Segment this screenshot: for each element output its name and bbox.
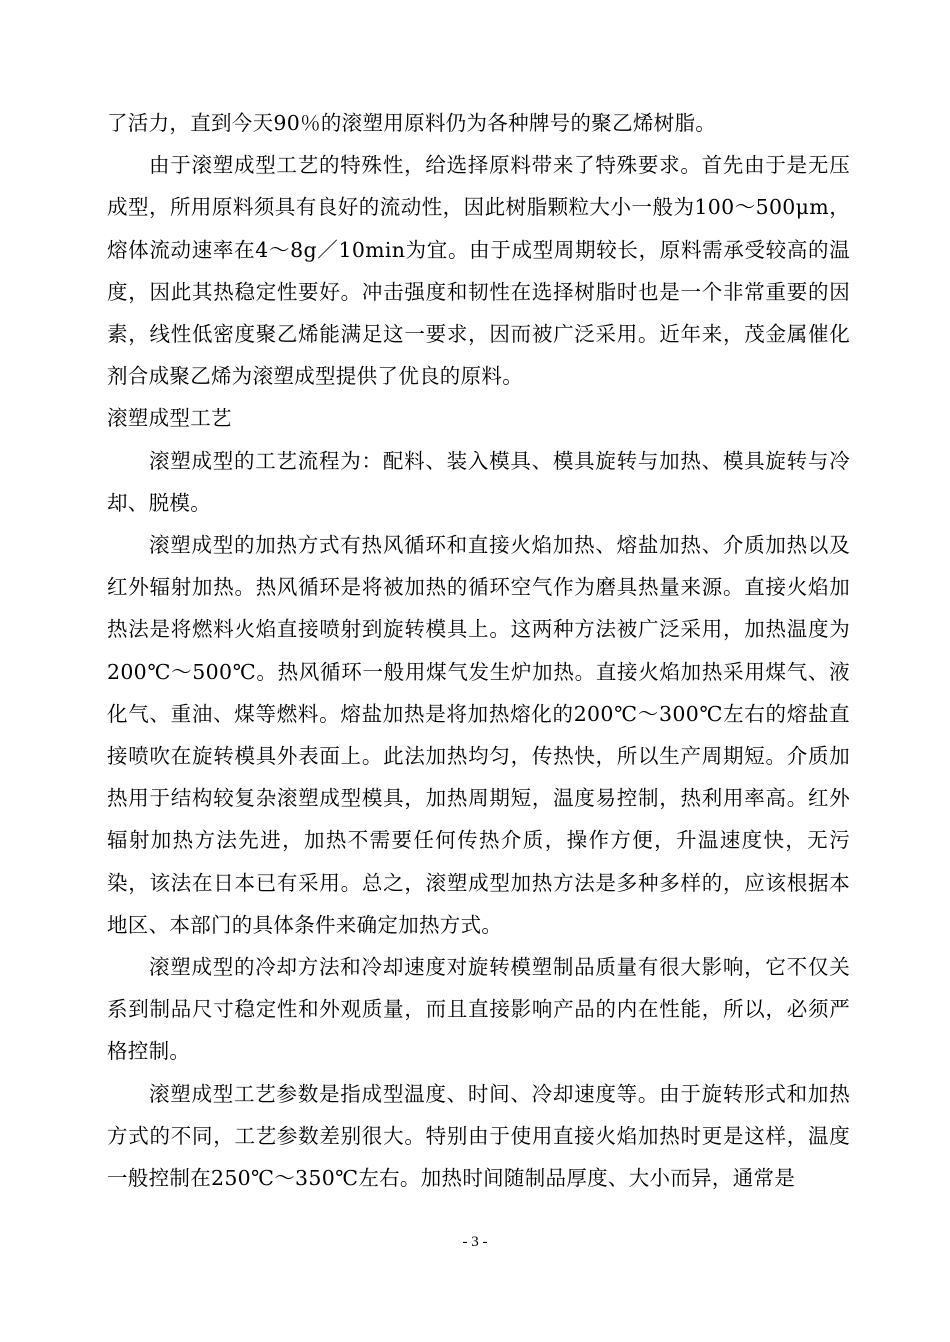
document-body (107, 102, 850, 1199)
paragraph-cooling-methods: 滚塑成型的冷却方法和冷却速度对旋转模塑制品质量有很大影响，它不仅关系到制品尺寸稳定性和外观质量，而且直接影响产品的内在性能，所以，必须严格控制。 (107, 955, 850, 1064)
paragraph-heating-methods: 滚塑成型的加热方式有热风循环和直接火焰加热、熔盐加热、介质加热以及红外辐射加热。热风循环是将被加热的循环空气作为磨具热量来源。直接火焰加热法是将燃料火焰直接喷射到旋转模具上。这两种方法被广泛采用，加热温度为200℃～500℃。热风循环一般用煤气发生炉加热。直接火焰加热采用煤气、液化气、重油、煤等燃料。熔盐加热是将加热熔化的200℃～300℃左右的熔盐直接喷吹在旋转模具外表面上。此法加热均匀，传热快，所以生产周期短。介质加热用于结构较复杂滚塑成型模具，加热周期短，温度易控制，热利用率高。红外辐射加热方法先进，加热不需要任何传热介质，操作方便，升温速度快，无污染，该法在日本已有采用。总之，滚塑成型加热方法是多种多样的，应该根据本地区、本部门的具体条件来确定加热方式。 (107, 533, 850, 937)
paragraph-continuation: 了活力，直到今天90％的滚塑用原料仍为各种牌号的聚乙烯树脂。 (107, 111, 717, 135)
paragraph-process-flow: 滚塑成型的工艺流程为：配料、装入模具、模具旋转与加热、模具旋转与冷却、脱模。 (107, 448, 850, 515)
page-number: - 3 - (462, 1234, 488, 1250)
paragraph-process-parameters: 滚塑成型工艺参数是指成型温度、时间、冷却速度等。由于旋转形式和加热方式的不同，工艺参数差别很大。特别由于使用直接火焰加热时更是这样，温度一般控制在250℃～350℃左右。加热时间随制品厚度、大小而异，通常是 (107, 1081, 850, 1191)
section-heading: 滚塑成型工艺 (107, 406, 232, 431)
paragraph-raw-material-requirements: 由于滚塑成型工艺的特殊性，给选择原料带来了特殊要求。首先由于是无压成型，所用原料须具有良好的流动性，因此树脂颗粒大小一般为100～500μm，熔体流动速率在4～8g／10min为宜。由于成型周期较长，原料需承受较高的温度，因此其热稳定性要好。冲击强度和韧性在选择树脂时也是一个非常重要的因素，线性低密度聚乙烯能满足这一要求，因而被广泛采用。近年来，茂金属催化剂合成聚乙烯为滚塑成型提供了优良的原料。 (107, 153, 850, 389)
